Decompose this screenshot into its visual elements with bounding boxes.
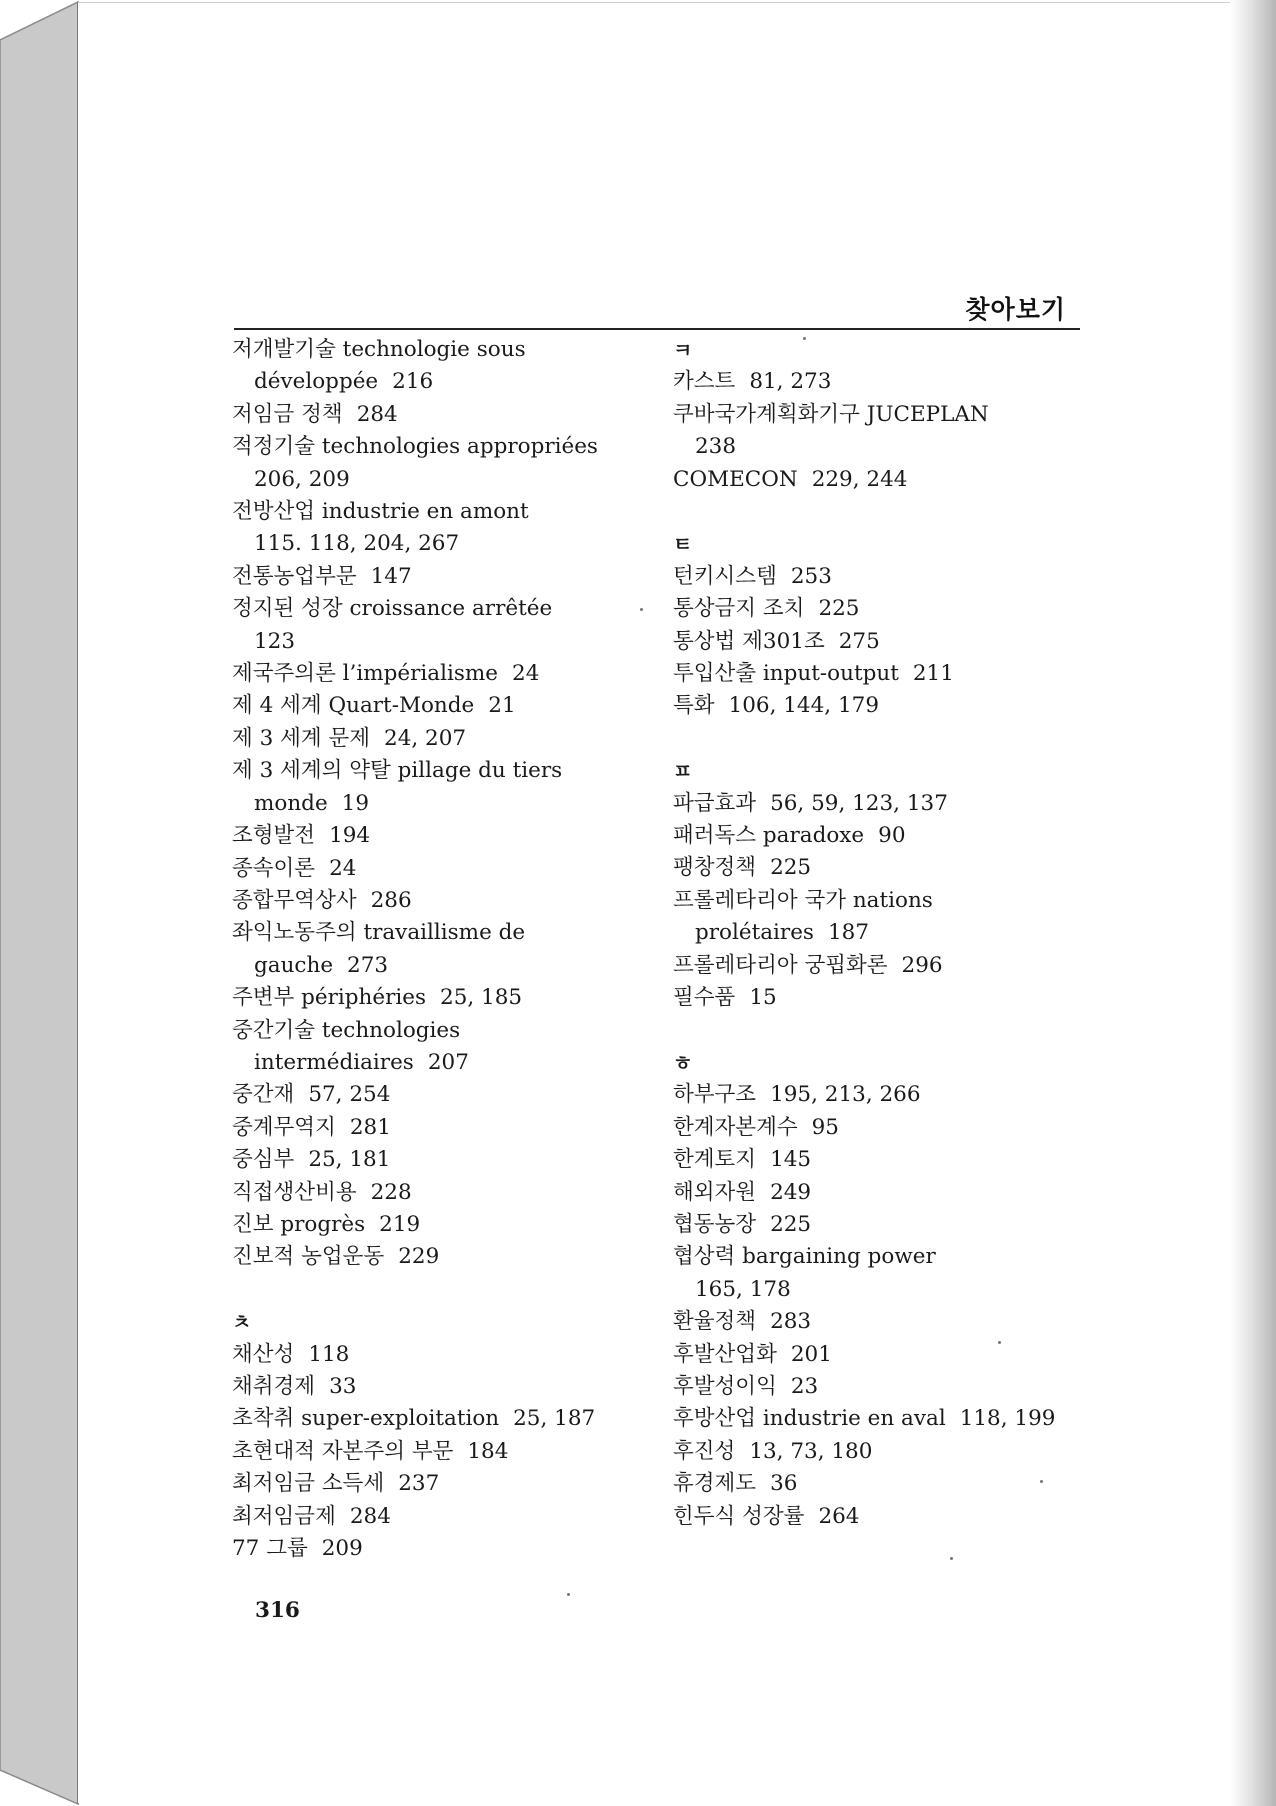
index-term	[232, 853, 642, 885]
index-entry	[232, 1339, 642, 1371]
term-text: 제 4 세계 Quart-Monde	[232, 693, 475, 719]
index-term	[232, 1144, 642, 1176]
scan-speck	[567, 1593, 570, 1596]
index-term	[232, 885, 642, 917]
index-entry	[673, 399, 1093, 464]
page-reference: 219	[379, 1211, 421, 1237]
page-reference: 118, 199	[959, 1406, 1056, 1432]
index-term	[232, 1533, 642, 1565]
index-term	[673, 1339, 1093, 1371]
term-text: 하부구조	[673, 1082, 757, 1108]
index-term	[232, 755, 642, 787]
index-term	[232, 982, 642, 1014]
index-term	[232, 1403, 642, 1435]
index-term	[232, 561, 642, 593]
page-reference: 273	[347, 952, 389, 978]
index-entry	[232, 1015, 642, 1080]
book-spine	[0, 0, 80, 1806]
index-term	[232, 431, 642, 463]
term-text: 직접생산비용	[232, 1179, 357, 1205]
index-term-continuation	[232, 1047, 642, 1079]
section-heading: ㅎ	[673, 1050, 693, 1075]
term-text: 팽창정책	[673, 855, 757, 881]
page-reference: 19	[341, 790, 370, 816]
term-text: 초착취 super-exploitation	[232, 1406, 500, 1432]
section-gap	[673, 1015, 1093, 1047]
page-reference: 13, 73, 180	[749, 1438, 873, 1464]
index-term	[673, 626, 1093, 658]
term-text: 165, 178	[695, 1276, 791, 1302]
section-heading: ㅊ	[232, 1310, 252, 1335]
term-text: 중계무역지	[232, 1114, 336, 1140]
term-text: 종합무역상사	[232, 887, 357, 913]
index-term	[673, 690, 1093, 722]
index-entry	[673, 1339, 1093, 1371]
index-entry	[232, 658, 642, 690]
index-entry	[673, 950, 1093, 982]
page-reference: 187	[827, 920, 870, 946]
index-entry	[232, 820, 642, 852]
term-text: 프롤레타리아 궁핍화론	[673, 952, 888, 978]
term-text: 종속이론	[232, 855, 316, 881]
index-entry	[232, 1468, 642, 1500]
index-entry	[232, 1079, 642, 1111]
index-term	[232, 1241, 642, 1273]
index-term	[232, 593, 642, 625]
term-text: 저개발기술 technologie sous	[232, 337, 526, 362]
index-entry	[232, 723, 642, 755]
page-reference: 25, 187	[513, 1406, 596, 1432]
index-entry	[673, 852, 1093, 884]
index-term	[673, 1468, 1093, 1500]
index-entry	[673, 593, 1093, 625]
page-edge-shadow	[1230, 0, 1276, 1806]
term-text: 정지된 성장 croissance arrêtée	[232, 596, 553, 622]
page-reference: 229, 244	[811, 466, 908, 492]
term-text: 진보적 농업운동	[232, 1244, 385, 1270]
index-entry	[673, 1241, 1093, 1306]
term-text: 패러독스 paradoxe	[673, 823, 865, 849]
page-reference: 253	[790, 563, 832, 589]
index-term	[673, 1177, 1093, 1209]
page-reference: 118	[308, 1341, 350, 1367]
index-column-right	[673, 334, 1093, 1533]
index-term	[673, 1501, 1093, 1533]
term-text: 특화	[673, 693, 715, 719]
index-term	[673, 885, 1093, 917]
term-text: 제국주의론 l’impérialisme	[232, 661, 499, 687]
index-entry	[232, 755, 642, 820]
term-text: 206, 209	[254, 466, 350, 492]
index-entry	[232, 853, 642, 885]
term-text: 환율정책	[673, 1309, 757, 1335]
term-text: 중심부	[232, 1147, 295, 1173]
page-reference: 237	[398, 1471, 440, 1497]
scan-speck	[998, 1341, 1001, 1344]
index-entry	[673, 1177, 1093, 1209]
term-text: 협상력 bargaining power	[673, 1244, 936, 1270]
scan-speck	[1040, 1480, 1043, 1483]
index-entry	[673, 690, 1093, 722]
page-reference: 25, 185	[440, 985, 523, 1011]
page-reference: 23	[790, 1373, 819, 1399]
index-term	[673, 1144, 1093, 1176]
term-text: 저임금 정책	[232, 401, 343, 427]
section-heading: ㅌ	[673, 532, 693, 557]
term-text: 제 3 세계 문제	[232, 725, 371, 751]
index-term	[673, 658, 1093, 690]
term-text: 주변부 périphéries	[232, 985, 427, 1011]
index-term-continuation	[232, 528, 642, 560]
index-entry	[232, 593, 642, 658]
index-term	[232, 1468, 642, 1500]
page-reference: 201	[790, 1341, 832, 1367]
term-text: 한계자본계수	[673, 1114, 798, 1140]
page-header	[234, 290, 1080, 330]
index-entry	[673, 1468, 1093, 1500]
index-term	[673, 1436, 1093, 1468]
term-text: développée	[254, 369, 379, 395]
index-entry	[673, 820, 1093, 852]
page-reference: 56, 59, 123, 137	[770, 790, 948, 816]
term-text: 쿠바국가계획화기구 JUCEPLAN	[673, 401, 989, 427]
page-reference: 286	[370, 887, 412, 913]
index-term	[232, 1079, 642, 1111]
page-reference: 284	[356, 401, 398, 427]
term-text: 채취경제	[232, 1373, 316, 1399]
index-entry	[232, 885, 642, 917]
term-text: 한계토지	[673, 1147, 757, 1173]
index-term	[232, 334, 642, 366]
index-entry	[232, 1533, 642, 1565]
page-reference: 36	[770, 1471, 798, 1497]
index-entry	[232, 1112, 642, 1144]
index-entry	[232, 334, 642, 399]
term-text: 115. 118, 204, 267	[254, 531, 460, 557]
term-text: 턴키시스템	[673, 563, 777, 589]
page-reference: 225	[770, 855, 812, 881]
term-text: 힌두식 성장률	[673, 1503, 805, 1529]
index-term	[232, 1209, 642, 1241]
term-text: 최저임금 소득세	[232, 1471, 385, 1497]
index-term	[232, 820, 642, 852]
index-term	[232, 1112, 642, 1144]
index-entry	[673, 1144, 1093, 1176]
index-term	[673, 464, 1093, 496]
page-reference: 207	[427, 1049, 469, 1075]
index-term	[232, 1015, 642, 1047]
header-rule	[234, 328, 1080, 330]
section-gap	[673, 723, 1093, 755]
page-reference: 24	[512, 661, 540, 687]
page-reference: 225	[770, 1211, 812, 1237]
index-entry	[673, 788, 1093, 820]
index-entry	[673, 1436, 1093, 1468]
term-text: 전방산업 industrie en amont	[232, 499, 529, 525]
index-term	[232, 723, 642, 755]
term-text: 238	[695, 434, 737, 460]
index-term	[673, 788, 1093, 820]
term-text: 통상법 제301조	[673, 628, 825, 654]
index-term	[673, 1112, 1093, 1144]
page-reference: 24, 207	[384, 725, 467, 751]
index-entry	[673, 885, 1093, 950]
index-term	[232, 1436, 642, 1468]
index-entry	[232, 1436, 642, 1468]
term-text: 제 3 세계의 약탈 pillage du tiers	[232, 758, 563, 784]
index-entry	[232, 1241, 642, 1273]
index-entry	[673, 1306, 1093, 1338]
index-term	[673, 1209, 1093, 1241]
page-reference: 24	[329, 855, 357, 881]
page-reference: 225	[818, 596, 860, 622]
page-reference: 209	[321, 1536, 363, 1562]
term-text: 프롤레타리아 국가 nations	[673, 887, 933, 913]
page-reference: 33	[329, 1373, 357, 1399]
index-entry	[673, 366, 1093, 398]
section-heading: ㅋ	[673, 338, 693, 362]
page-reference: 15	[749, 985, 777, 1011]
term-text: 123	[254, 628, 296, 654]
page-reference: 228	[370, 1179, 412, 1205]
index-entry	[232, 496, 642, 561]
index-entry	[232, 431, 642, 496]
index-term	[673, 1403, 1093, 1435]
term-text: 진보 progrès	[232, 1211, 366, 1237]
term-text: prolétaires	[695, 920, 814, 946]
page-reference: 57, 254	[308, 1082, 391, 1108]
term-text: 파급효과	[673, 790, 757, 816]
page-reference: 281	[349, 1114, 391, 1140]
index-entry	[232, 1371, 642, 1403]
index-term	[232, 1339, 642, 1371]
index-entry	[673, 561, 1093, 593]
index-term	[673, 399, 1093, 431]
term-text: intermédiaires	[254, 1049, 414, 1075]
index-entry	[673, 1371, 1093, 1403]
index-term	[673, 1371, 1093, 1403]
page-reference: 249	[770, 1179, 812, 1205]
page-reference: 81, 273	[749, 369, 832, 395]
index-entry	[232, 690, 642, 722]
term-text: 최저임금제	[232, 1503, 336, 1529]
term-text: 후발성이익	[673, 1373, 777, 1399]
index-term	[673, 1079, 1093, 1111]
index-entry	[673, 626, 1093, 658]
index-entry	[673, 1209, 1093, 1241]
index-term-continuation	[232, 366, 642, 398]
index-entry	[673, 1403, 1093, 1435]
page-number: 316	[255, 1598, 300, 1623]
index-entry	[673, 1112, 1093, 1144]
term-text: 77 그룹	[232, 1536, 308, 1562]
term-text: 채산성	[232, 1341, 295, 1367]
page-reference: 284	[349, 1503, 391, 1529]
page-reference: 145	[770, 1147, 812, 1173]
index-entry	[673, 982, 1093, 1014]
index-term	[673, 950, 1093, 982]
term-text: gauche	[254, 952, 334, 978]
page-reference: 296	[901, 952, 943, 978]
term-text: 통상금지 조치	[673, 596, 805, 622]
index-term	[232, 1177, 642, 1209]
index-term	[232, 690, 642, 722]
index-entry	[232, 561, 642, 593]
page-reference: 264	[818, 1503, 860, 1529]
page-reference: 147	[370, 563, 412, 589]
index-term	[673, 982, 1093, 1014]
scan-speck	[950, 1557, 953, 1560]
index-entry	[673, 1079, 1093, 1111]
term-text: 조형발전	[232, 823, 316, 849]
term-text: 좌익노동주의 travaillisme de	[232, 920, 526, 946]
index-entry	[232, 1209, 642, 1241]
index-entry	[232, 1403, 642, 1435]
term-text: 초현대적 자본주의 부문	[232, 1438, 454, 1464]
term-text: 협동농장	[673, 1211, 757, 1237]
term-text: 중간기술 technologies	[232, 1017, 461, 1043]
term-text: 후방산업 industrie en aval	[673, 1406, 946, 1432]
term-text: 투입산출 input-output	[673, 661, 899, 687]
term-text: 중간재	[232, 1082, 295, 1108]
page-reference: 95	[811, 1114, 839, 1140]
index-term	[232, 399, 642, 431]
index-term	[232, 917, 642, 949]
page-reference: 216	[392, 369, 434, 395]
index-entry	[232, 1501, 642, 1533]
section-gap	[673, 496, 1093, 528]
term-text: 적정기술 technologies appropriées	[232, 434, 598, 460]
page-reference: 25, 181	[308, 1147, 391, 1173]
section-heading: ㅍ	[673, 759, 693, 784]
page-reference: 283	[770, 1309, 812, 1335]
term-text: monde	[254, 790, 328, 816]
page-reference: 275	[838, 628, 880, 654]
page-reference: 106, 144, 179	[728, 693, 879, 719]
page-title: 찾아보기	[965, 295, 1066, 324]
index-term	[673, 366, 1093, 398]
index-term	[673, 593, 1093, 625]
index-entry	[673, 464, 1093, 496]
scan-speck	[803, 337, 806, 340]
index-term-continuation	[232, 464, 642, 496]
page-reference: 195, 213, 266	[770, 1082, 921, 1108]
page-reference: 194	[329, 823, 371, 849]
page-reference: 211	[912, 661, 954, 687]
index-term	[232, 1371, 642, 1403]
term-text: 전통농업부문	[232, 563, 357, 589]
term-text: 카스트	[673, 369, 736, 395]
index-entry	[232, 917, 642, 982]
page-reference: 90	[878, 823, 906, 849]
index-term-continuation	[232, 626, 642, 658]
index-entry	[673, 1501, 1093, 1533]
index-term	[673, 1241, 1093, 1273]
index-entry	[232, 982, 642, 1014]
index-term	[673, 852, 1093, 884]
scan-speck	[640, 608, 643, 611]
index-column-left	[232, 334, 642, 1565]
index-term	[232, 1501, 642, 1533]
index-entry	[232, 1177, 642, 1209]
index-term-continuation	[673, 1274, 1093, 1306]
index-term	[673, 820, 1093, 852]
page-reference: 21	[488, 693, 516, 719]
term-text: 후발산업화	[673, 1341, 777, 1367]
index-entry	[232, 399, 642, 431]
index-term	[232, 658, 642, 690]
term-text: 해외자원	[673, 1179, 757, 1205]
index-term	[673, 561, 1093, 593]
section-gap	[232, 1274, 642, 1306]
index-term-continuation	[232, 788, 642, 820]
index-term	[673, 1306, 1093, 1338]
index-entry	[673, 658, 1093, 690]
term-text: COMECON	[673, 466, 798, 492]
page-reference: 229	[398, 1244, 440, 1270]
term-text: 필수품	[673, 985, 736, 1011]
index-term-continuation	[232, 950, 642, 982]
index-term-continuation	[673, 917, 1093, 949]
page-reference: 184	[467, 1438, 509, 1464]
index-entry	[232, 1144, 642, 1176]
term-text: 후진성	[673, 1438, 736, 1464]
index-term-continuation	[673, 431, 1093, 463]
term-text: 휴경제도	[673, 1471, 757, 1497]
index-term	[232, 496, 642, 528]
